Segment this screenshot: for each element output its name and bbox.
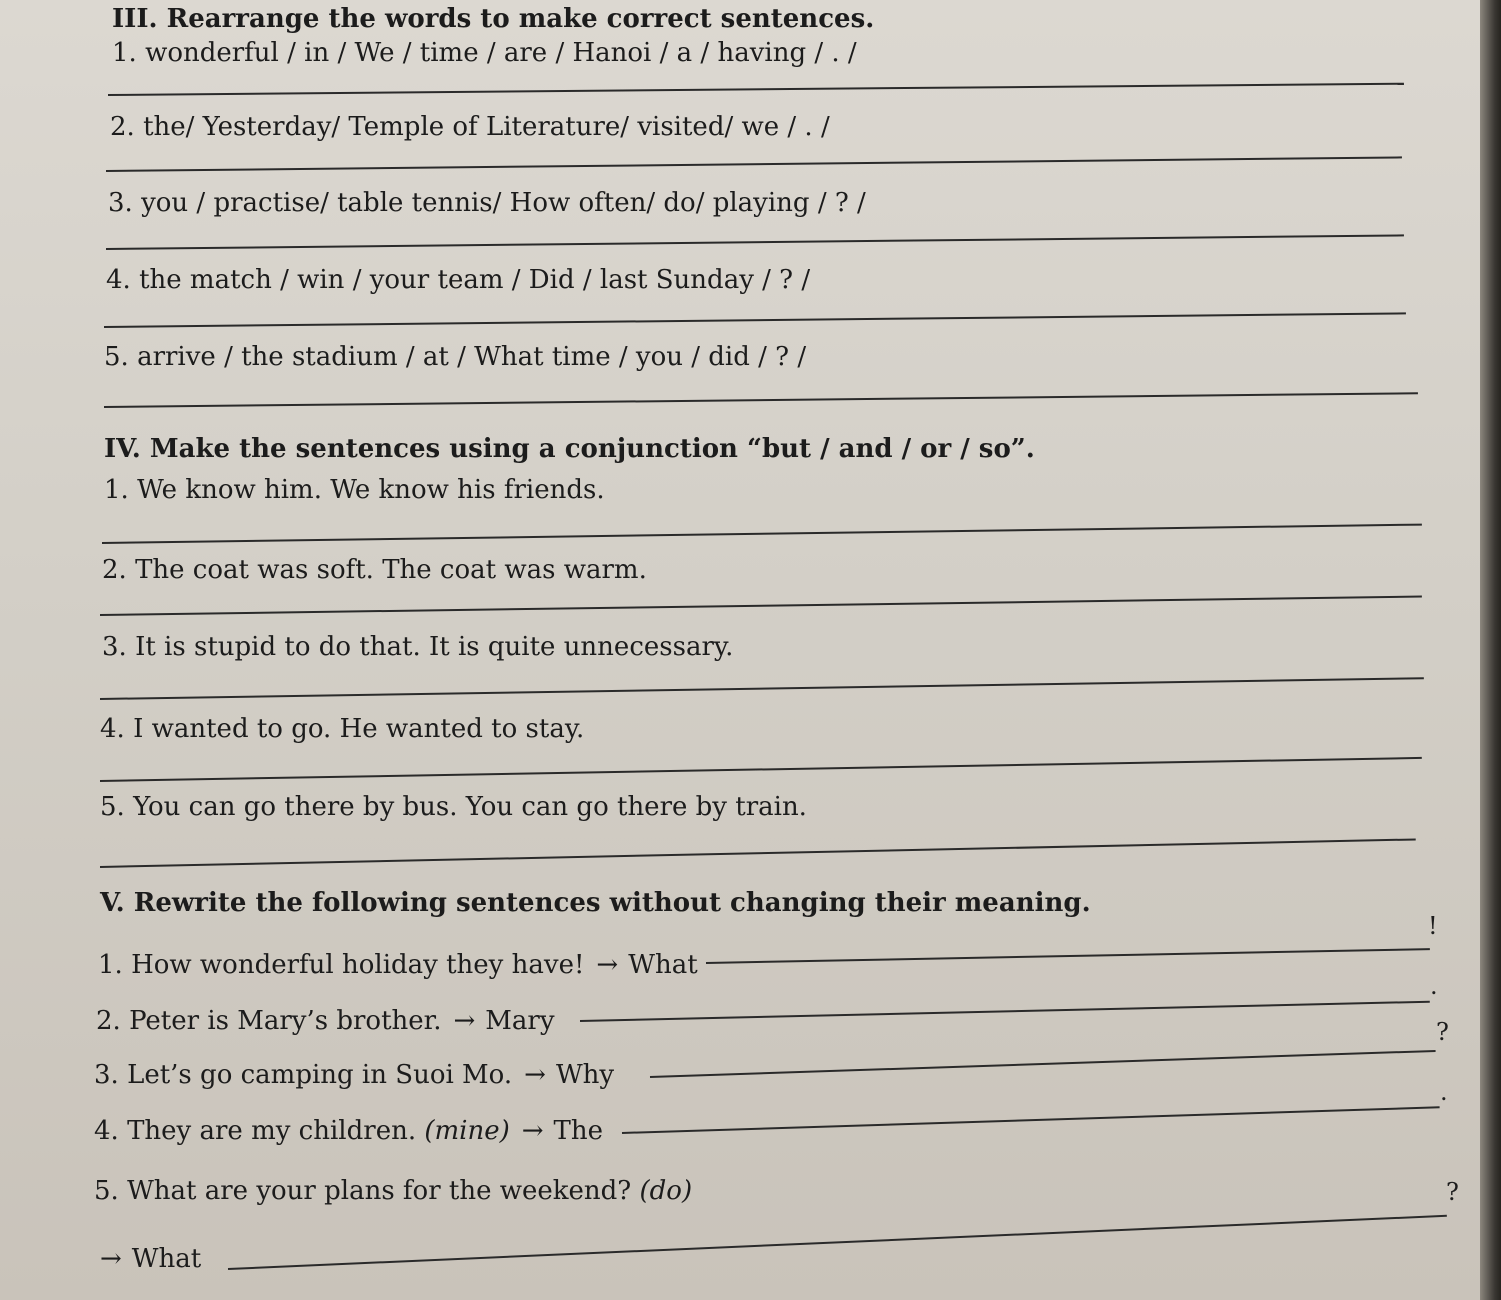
s3-item-1: 1. wonderful / in / We / time / are / Hanoi / a / having / . / bbox=[112, 38, 857, 68]
arrow-icon: → bbox=[100, 1244, 122, 1274]
s5-start-2: Mary bbox=[485, 1006, 555, 1036]
s3-answer-line-1[interactable] bbox=[108, 83, 1404, 96]
s3-item-4: 4. the match / win / your team / Did / last Sunday / ? / bbox=[106, 265, 811, 295]
s4-item-2: 2. The coat was soft. The coat was warm. bbox=[102, 555, 647, 585]
s5-item-2 bbox=[96, 1006, 555, 1036]
arrow-icon: → bbox=[524, 1060, 546, 1090]
desk-edge bbox=[1480, 0, 1501, 1300]
s5-item-3 bbox=[94, 1060, 614, 1090]
s5-prompt-1: 1. How wonderful holiday they have! bbox=[98, 950, 585, 980]
s5-answer-line-3[interactable] bbox=[650, 1050, 1436, 1078]
section-5-title: V. Rewrite the following sentences without changing their meaning. bbox=[100, 888, 1091, 918]
s5-hint-5: (do) bbox=[639, 1176, 693, 1206]
s5-prompt-4: 4. They are my children. bbox=[94, 1116, 417, 1146]
s4-item-4: 4. I wanted to go. He wanted to stay. bbox=[100, 714, 585, 744]
s5-answer-line-4[interactable] bbox=[622, 1106, 1440, 1134]
s5-end-2: . bbox=[1430, 972, 1438, 1000]
s5-item-5 bbox=[94, 1176, 692, 1206]
arrow-icon: → bbox=[596, 950, 619, 980]
s5-prompt-5: 5. What are your plans for the weekend? bbox=[94, 1176, 632, 1206]
s4-answer-line-4[interactable] bbox=[100, 757, 1422, 782]
s4-answer-line-2[interactable] bbox=[100, 596, 1422, 616]
s3-answer-line-4[interactable] bbox=[104, 312, 1406, 328]
arrow-icon: → bbox=[521, 1116, 544, 1146]
s5-item-5-answer-start bbox=[100, 1244, 201, 1274]
s4-item-1: 1. We know him. We know his friends. bbox=[104, 475, 605, 505]
s5-end-5: ? bbox=[1446, 1178, 1459, 1206]
s5-start-4: The bbox=[553, 1116, 604, 1146]
s3-answer-line-3[interactable] bbox=[106, 234, 1404, 250]
s5-answer-line-1[interactable] bbox=[706, 948, 1430, 964]
s5-start-1: What bbox=[628, 950, 698, 980]
s5-hint-4: (mine) bbox=[424, 1116, 510, 1146]
s3-item-5: 5. arrive / the stadium / at / What time / you / did / ? / bbox=[104, 342, 807, 372]
arrow-icon: → bbox=[453, 1006, 476, 1036]
s3-answer-line-5[interactable] bbox=[104, 392, 1418, 408]
s3-item-2: 2. the/ Yesterday/ Temple of Literature/ visited/ we / . / bbox=[110, 112, 830, 142]
section-4-title: IV. Make the sentences using a conjunction “but / and / or / so”. bbox=[104, 434, 1035, 464]
s4-answer-line-3[interactable] bbox=[100, 677, 1424, 700]
s5-prompt-2: 2. Peter is Mary’s brother. bbox=[96, 1006, 442, 1036]
s5-prompt-3: 3. Let’s go camping in Suoi Mo. bbox=[94, 1060, 513, 1090]
s5-start-3: Why bbox=[555, 1060, 615, 1090]
s3-answer-line-2[interactable] bbox=[106, 156, 1402, 172]
s3-item-3: 3. you / practise/ table tennis/ How often/ do/ playing / ? / bbox=[108, 188, 866, 218]
s5-end-4: . bbox=[1440, 1078, 1448, 1106]
s5-item-4 bbox=[94, 1116, 603, 1146]
section-3-title: III. Rearrange the words to make correct sentences. bbox=[112, 4, 875, 34]
s5-end-3: ? bbox=[1436, 1018, 1449, 1046]
s4-item-3: 3. It is stupid to do that. It is quite unnecessary. bbox=[102, 632, 734, 662]
s4-item-5: 5. You can go there by bus. You can go there by train. bbox=[100, 792, 807, 822]
s5-answer-line-5[interactable] bbox=[228, 1215, 1447, 1270]
s5-answer-line-2[interactable] bbox=[580, 1001, 1430, 1022]
s4-answer-line-5[interactable] bbox=[100, 838, 1416, 868]
s5-start-5: What bbox=[131, 1244, 202, 1274]
s4-answer-line-1[interactable] bbox=[102, 524, 1422, 544]
s5-item-1 bbox=[98, 950, 698, 980]
s5-end-1: ! bbox=[1428, 912, 1438, 940]
